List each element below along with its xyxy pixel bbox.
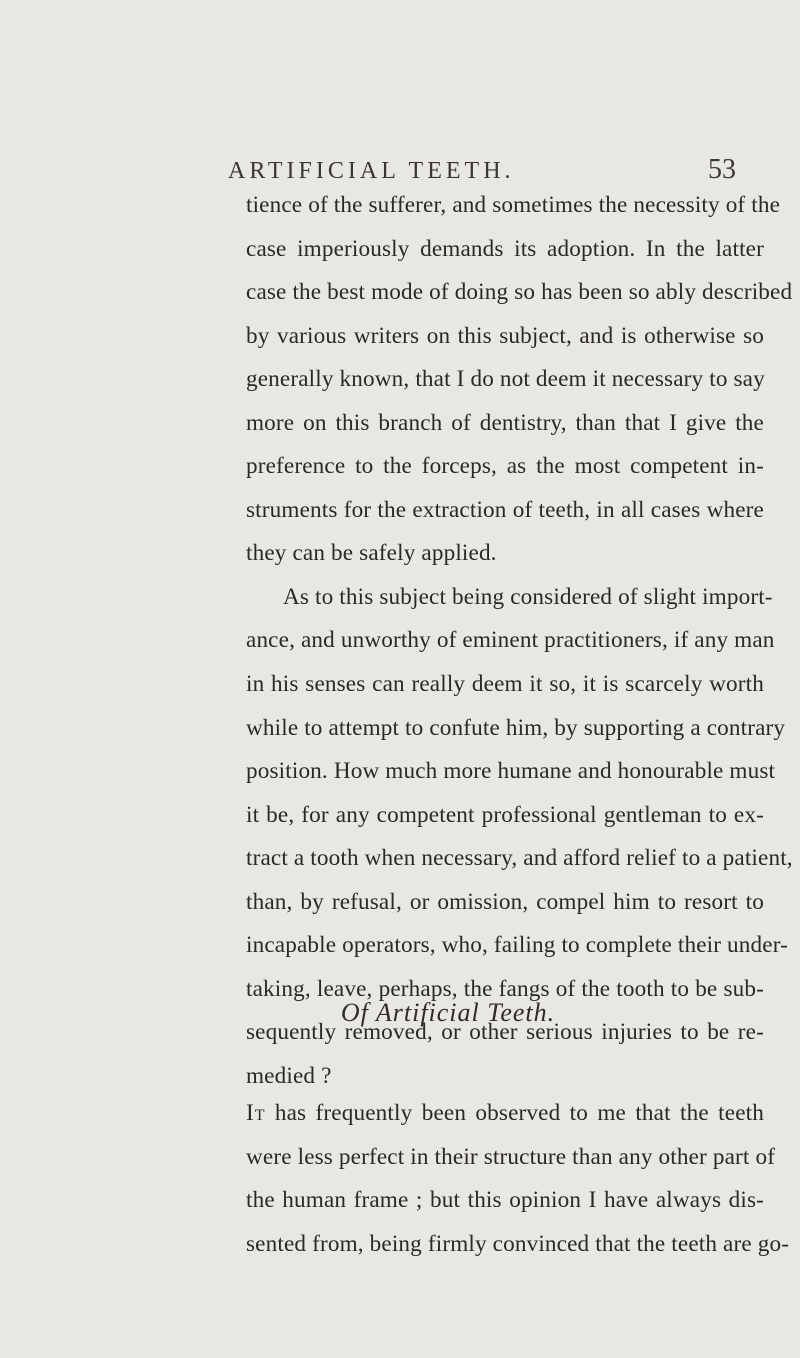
text-line: sented from, being firmly convinced that the teeth are go- — [246, 1230, 790, 1257]
text-line: were less perfect in their structure than any other part of — [246, 1143, 776, 1170]
text-line: incapable operators, who, failing to complete their under- — [246, 932, 789, 959]
text-line: by various writers on this subject, and is otherwise so — [246, 322, 764, 349]
text-line: position. How much more humane and honourable must — [246, 758, 776, 785]
text-line: case imperiously demands its adoption. In the latter — [246, 235, 764, 262]
text-line: tience of the sufferer, and sometimes the necessity of the — [246, 192, 781, 218]
text-line: preference to the forceps, as the most competent in- — [246, 453, 764, 480]
text-line: medied ? — [246, 1062, 332, 1089]
first-line-rest: has frequently been observed to me that the teeth — [265, 1100, 764, 1126]
text-line: sequently removed, or other serious injuries to be re- — [246, 1019, 764, 1046]
text-line — [246, 1092, 764, 1136]
text-line: tract a tooth when necessary, and afford relief to a patient, — [246, 845, 793, 872]
text-line: than, by refusal, or omission, compel him to resort to — [246, 888, 764, 915]
text-line: they can be safely applied. — [246, 540, 497, 567]
text-line: while to attempt to confute him, by supporting a contrary — [246, 714, 786, 741]
text-line: the human frame ; but this opinion I have always dis- — [246, 1187, 764, 1214]
section-heading: Of Artificial Teeth. — [340, 998, 556, 1027]
text-line: more on this branch of dentistry, than that I give the — [246, 409, 764, 436]
opening-word: It — [246, 1100, 266, 1126]
text-line: in his senses can really deem it so, it is scarcely worth — [246, 671, 764, 698]
text-line: case the best mode of doing so has been so ably described — [246, 279, 793, 306]
text-line: struments for the extraction of teeth, in all cases where — [246, 496, 764, 523]
text-line: taking, leave, perhaps, the fangs of the tooth to be sub- — [246, 975, 764, 1002]
text-line: As to this subject being considered of slight import- — [283, 583, 773, 610]
paragraph-continued — [246, 184, 793, 1098]
text-line: generally known, that I do not deem it necessary to say — [246, 366, 765, 393]
text-line: it be, for any competent professional gentleman to ex- — [246, 801, 764, 828]
text-line: ance, and unworthy of eminent practitioners, if any man — [246, 627, 775, 654]
page-number: 53 — [708, 154, 736, 185]
paragraph-section-start — [246, 1092, 790, 1266]
running-title: ARTIFICIAL TEETH. — [228, 158, 515, 184]
